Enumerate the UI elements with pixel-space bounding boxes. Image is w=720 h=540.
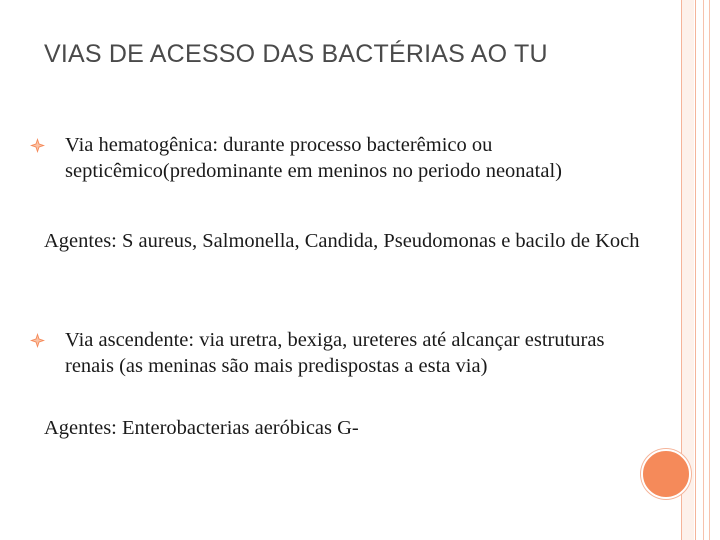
side-band-line (703, 0, 704, 540)
side-band-line (695, 0, 696, 540)
four-point-star-icon (30, 333, 45, 348)
agents-paragraph-ascending: Agentes: Enterobacterias aeróbicas G- (44, 417, 359, 439)
agents-paragraph-hematogenous: Agentes: S aureus, Salmonella, Candida, Pseudomonas e bacilo de Koch (44, 230, 640, 252)
slide-title: VIAS DE ACESSO DAS BACTÉRIAS AO TU (44, 40, 548, 68)
bullet-paragraph-hematogenous: Via hematogênica: durante processo bacterêmico ou septicêmico(predominante em meninos no periodo neonatal) (65, 134, 562, 182)
bullet-paragraph-ascending: Via ascendente: via uretra, bexiga, ureteres até alcançar estruturas renais (as meninas são mais predispostas a esta via) (65, 329, 605, 377)
four-point-star-icon (30, 138, 45, 153)
side-band-line (709, 0, 710, 540)
decorative-circle (641, 449, 691, 499)
